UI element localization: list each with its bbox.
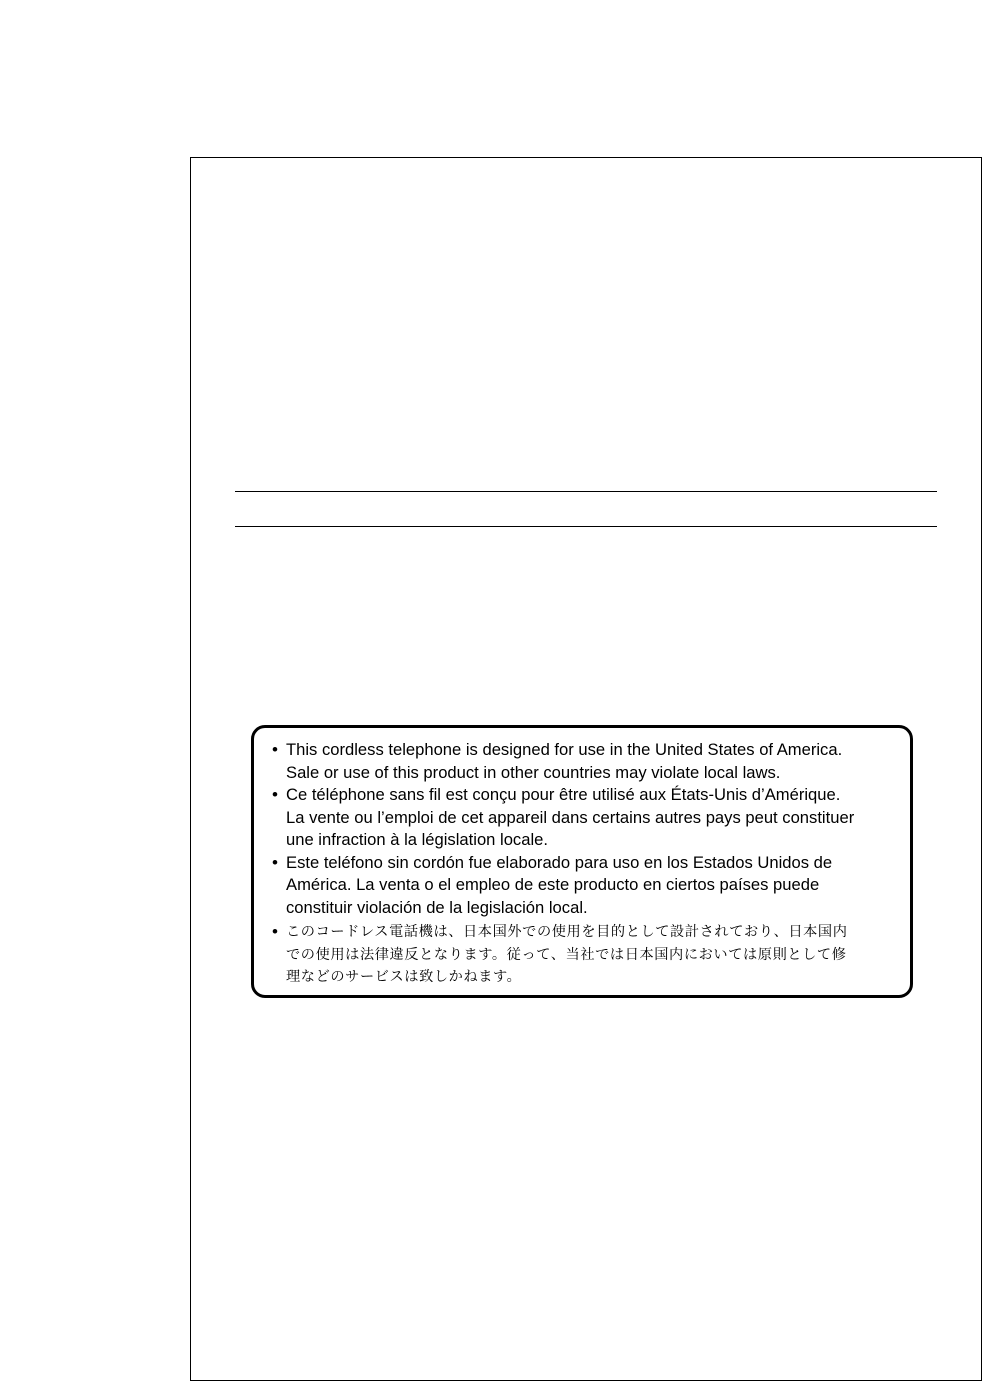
notice-list bbox=[254, 739, 910, 989]
notice-line: Ce téléphone sans fil est conçu pour être utilisé aux États-Unis d’Amérique. bbox=[286, 785, 841, 804]
horizontal-rule-bottom bbox=[235, 526, 937, 527]
horizontal-rule-top bbox=[235, 491, 937, 492]
notice-line: Este teléfono sin cordón fue elaborado para uso en los Estados Unidos de bbox=[286, 852, 833, 872]
notice-item-french bbox=[254, 784, 910, 852]
bullet-icon: • bbox=[272, 740, 278, 759]
notice-line: での使用は法律違反となります。従って、当社では日本国内においては原則として修 bbox=[286, 946, 847, 963]
notice-line: une infraction à la législation locale. bbox=[286, 830, 548, 849]
notice-line: 理などのサービスは致しかねます。 bbox=[286, 969, 522, 985]
notice-line: La vente ou l’emploi de cet appareil dans certains autres pays peut constituer bbox=[286, 807, 855, 827]
bullet-icon: • bbox=[272, 852, 278, 872]
notice-item-english bbox=[254, 739, 910, 784]
bullet-icon: • bbox=[272, 922, 278, 941]
notice-item-japanese bbox=[254, 921, 910, 989]
notice-line: constituir violación de la legislación local. bbox=[286, 897, 588, 917]
legal-notice-box bbox=[251, 725, 913, 998]
notice-line: このコードレス電話機は、日本国外での使用を目的として設計されており、日本国内 bbox=[286, 924, 848, 940]
notice-line: Sale or use of this product in other countries may violate local laws. bbox=[286, 762, 781, 782]
bullet-icon: • bbox=[272, 785, 278, 804]
notice-line: América. La venta o el empleo de este producto en ciertos países puede bbox=[286, 875, 820, 894]
notice-line: This cordless telephone is designed for use in the United States of America. bbox=[286, 740, 843, 759]
notice-item-spanish bbox=[254, 852, 910, 920]
